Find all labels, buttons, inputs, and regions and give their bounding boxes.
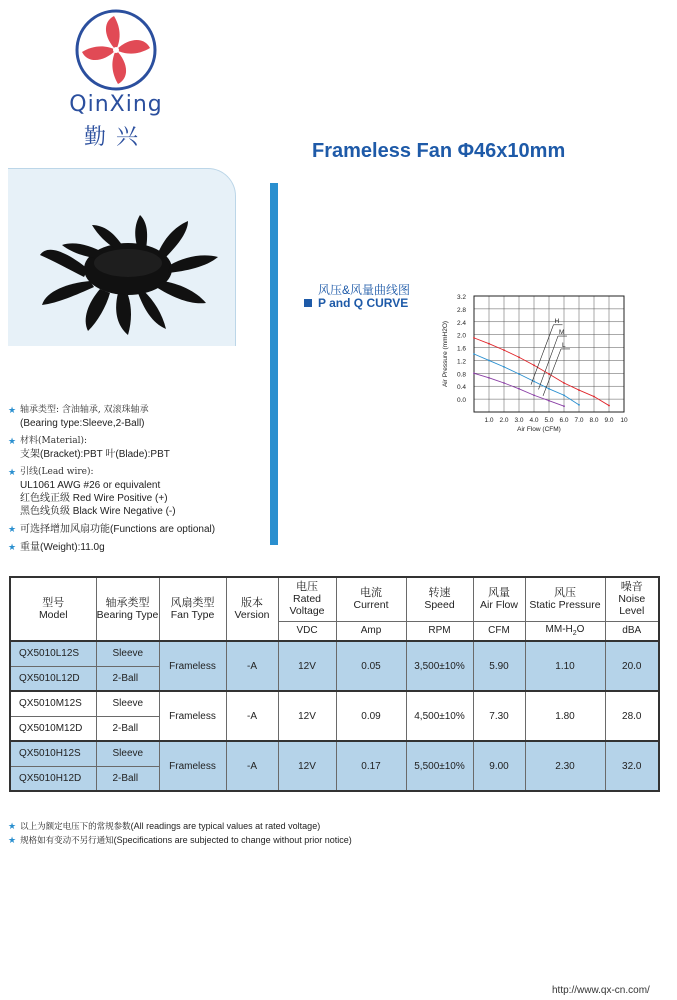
table-header-row <box>10 577 659 621</box>
x-tick-label: 7.0 <box>574 417 584 424</box>
footnote-item: ★ 规格如有变动不另行通知(Specifications are subjected to change without prior notice) <box>8 835 352 846</box>
website-link[interactable]: http://www.qx-cn.com/ <box>552 985 650 996</box>
spec-item-lead-wire: ★ 引线(Lead wire): UL1061 AWG #26 or equivalent 红色线正级 Red Wire Positive (+) 黑色线负级 Black Wire Negative (-) <box>8 467 176 517</box>
series-point-M <box>548 388 550 390</box>
col-bearing: 轴承类型 Bearing Type <box>96 577 159 641</box>
pinwheel-logo-icon <box>74 8 158 92</box>
series-point-L <box>518 388 520 390</box>
y-tick-label: 3.2 <box>456 294 466 301</box>
series-label-H: H <box>554 317 560 325</box>
col-model: 型号 Model <box>10 577 96 641</box>
series-point-L <box>503 382 505 384</box>
pq-curve-chart <box>436 288 636 448</box>
col-current: 电流 Current <box>336 577 406 621</box>
star-bullet-icon: ★ <box>8 835 17 845</box>
x-tick-label: 4.0 <box>529 417 539 424</box>
pq-title-cn: 风压&风量曲线图 <box>318 283 411 297</box>
series-point-L <box>488 377 490 379</box>
series-point-L <box>473 372 475 374</box>
table-row: QX5010L12D 2-Ball <box>10 666 659 691</box>
series-leader-H <box>531 325 554 385</box>
star-bullet-icon: ★ <box>8 405 17 415</box>
star-bullet-icon: ★ <box>8 436 17 446</box>
y-tick-label: 0.0 <box>456 397 466 405</box>
accent-bar <box>270 183 278 545</box>
series-point-H <box>608 405 610 407</box>
series-point-H <box>518 356 520 358</box>
series-point-L <box>563 405 565 407</box>
brand-name-en: QinXing <box>69 92 163 117</box>
footnote-item: ★ 以上为额定电压下的常规参数(All readings are typical values at rated voltage) <box>8 821 321 832</box>
series-point-L <box>533 394 535 396</box>
star-bullet-icon: ★ <box>8 821 17 831</box>
series-point-M <box>533 380 535 382</box>
x-tick-label: 6.0 <box>559 417 569 424</box>
y-tick-label: 2.8 <box>456 306 466 314</box>
series-point-M <box>563 394 565 396</box>
series-point-H <box>563 382 565 384</box>
spec-item-weight: ★ 重量(Weight):11.0g <box>8 542 105 553</box>
series-point-M <box>488 360 490 362</box>
pq-title-en: P and Q CURVE <box>304 296 408 310</box>
frameless-fan-image <box>28 213 228 338</box>
series-point-H <box>473 337 475 339</box>
x-axis-label: Air Flow (CFM) <box>517 426 561 433</box>
star-bullet-icon: ★ <box>8 524 17 534</box>
series-point-M <box>578 404 580 406</box>
spec-table <box>9 576 660 792</box>
page-title: Frameless Fan Φ46x10mm <box>312 140 566 162</box>
star-bullet-icon: ★ <box>8 467 17 477</box>
col-voltage: 电压 Rated Voltage <box>278 577 336 621</box>
spec-item-bearing: ★ 轴承类型: 含油轴承, 双滚珠轴承 (Bearing type:Sleeve,2-Ball) <box>8 405 149 429</box>
series-point-L <box>548 400 550 402</box>
x-tick-label: 10 <box>620 417 628 424</box>
x-tick-label: 8.0 <box>589 417 599 424</box>
table-row: QX5010H12D 2-Ball <box>10 766 659 791</box>
table-row: QX5010M12S Sleeve Frameless -A 12V 0.09 4,500±10% 7.30 1.80 28.0 <box>10 691 659 716</box>
table-row: QX5010M12D 2-Ball <box>10 716 659 741</box>
x-tick-label: 2.0 <box>499 417 509 424</box>
square-bullet-icon <box>304 299 312 307</box>
table-row: QX5010L12S Sleeve Frameless -A 12V 0.05 3,500±10% 5.90 1.10 20.0 <box>10 641 659 666</box>
series-point-M <box>473 353 475 355</box>
series-point-H <box>503 349 505 351</box>
spec-item-functions: ★ 可选择增加风扇功能(Functions are optional) <box>8 524 216 535</box>
series-point-H <box>578 389 580 391</box>
brand-logo <box>66 8 166 150</box>
pressure-unit: $MM-H_2O$ <box>525 621 605 641</box>
table-row: QX5010H12S Sleeve Frameless -A 12V 0.17 5,500±10% 9.00 2.30 32.0 <box>10 741 659 766</box>
x-tick-label: 9.0 <box>604 417 614 424</box>
col-noise: 噪音 Noise Level <box>605 577 659 621</box>
series-point-M <box>518 373 520 375</box>
y-tick-label: 1.6 <box>456 345 466 353</box>
y-tick-label: 0.4 <box>456 384 466 392</box>
x-tick-label: 1.0 <box>484 417 494 424</box>
y-tick-label: 1.2 <box>456 358 466 366</box>
col-pressure: 风压 Static Pressure <box>525 577 605 621</box>
series-label-M: M <box>559 329 565 337</box>
star-bullet-icon: ★ <box>8 542 17 552</box>
y-tick-label: 0.8 <box>456 371 466 379</box>
col-speed: 转速 Speed <box>406 577 473 621</box>
x-tick-label: 3.0 <box>514 417 524 424</box>
series-label-L: L <box>562 341 566 349</box>
y-axis-label: Air Pressure (mmH2O) <box>442 320 449 388</box>
table-units-row: VDC Amp RPM CFM $MM-H_2O$ dBA <box>10 621 659 641</box>
series-point-H <box>593 396 595 398</box>
x-tick-label: 5.0 <box>544 417 554 424</box>
series-point-H <box>533 364 535 366</box>
brand-name-cn: 勤兴 <box>83 125 148 150</box>
series-line-H <box>474 338 609 406</box>
col-version: 版本 Version <box>226 577 278 641</box>
spec-list <box>8 404 268 559</box>
y-tick-label: 2.0 <box>456 332 466 340</box>
series-point-H <box>488 343 490 345</box>
spec-item-material: ★ 材料(Material): 支架(Bracket):PBT 叶(Blade):PBT <box>8 436 170 460</box>
series-point-M <box>503 366 505 368</box>
col-airflow: 风量 Air Flow <box>473 577 525 621</box>
series-point-H <box>548 373 550 375</box>
y-tick-label: 2.4 <box>456 319 466 327</box>
footnotes <box>8 820 352 848</box>
col-fan-type: 风扇类型 Fan Type <box>159 577 226 641</box>
